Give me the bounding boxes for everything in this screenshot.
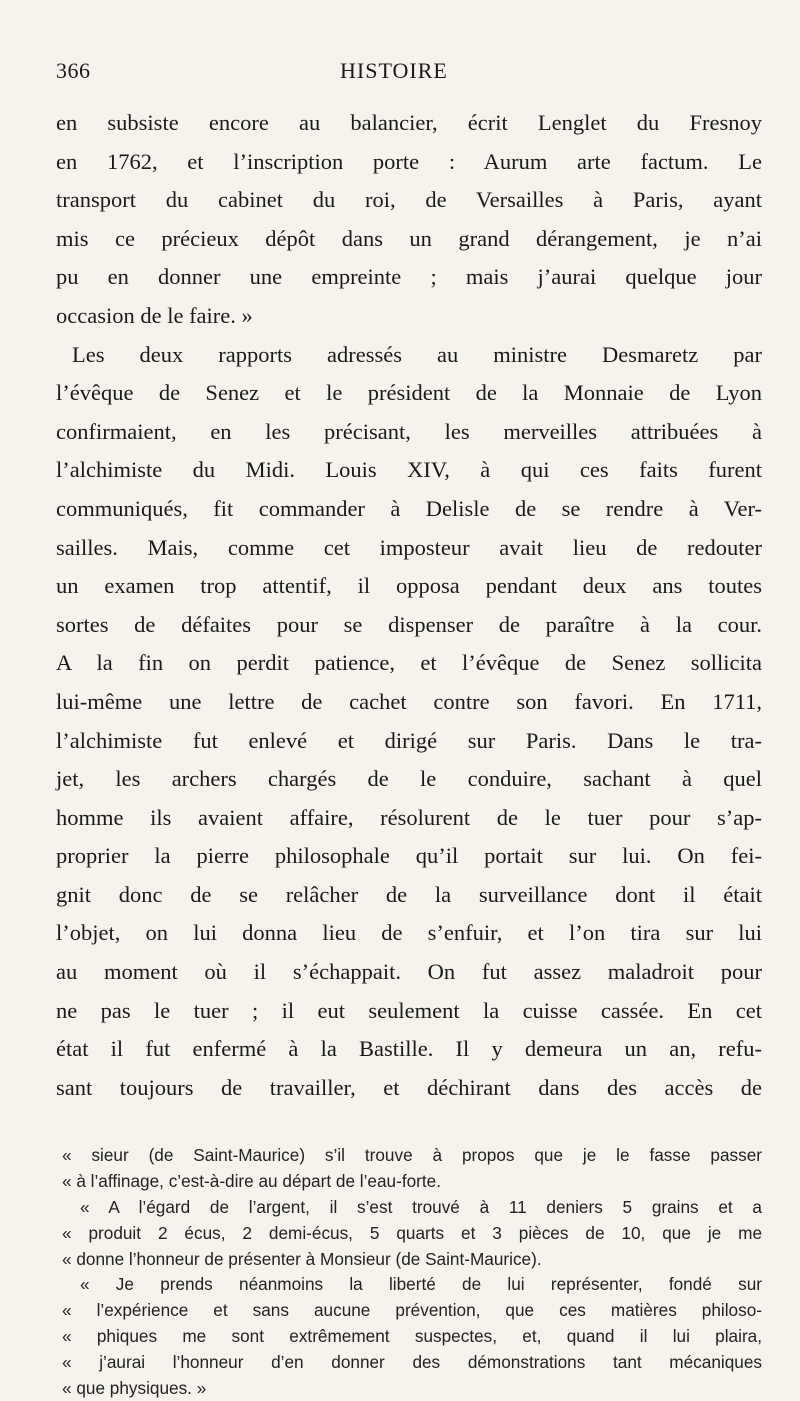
body-line: confirmaient, en les précisant, les merveilles attribuées à — [56, 418, 762, 444]
footnote-line: « l’expérience et sans aucune prévention, que ces matières philoso- — [62, 1300, 762, 1321]
body-line: l’alchimiste du Midi. Louis XIV, à qui ces faits furent — [56, 457, 762, 483]
footnote-line: « à l’affinage, c’est-à-dire au départ de l’eau-forte. — [62, 1171, 441, 1192]
body-line: sant toujours de travailler, et déchirant dans des accès de — [56, 1074, 762, 1100]
body-line: mis ce précieux dépôt dans un grand dérangement, je n’ai — [56, 225, 762, 251]
body-line: gnit donc de se relâcher de la surveillance dont il était — [56, 881, 762, 907]
body-line: l’objet, on lui donna lieu de s’enfuir, et l’on tira sur lui — [56, 920, 762, 946]
body-line: homme ils avaient affaire, résolurent de le tuer pour s’ap- — [56, 804, 762, 830]
footnote — [50, 1143, 770, 1401]
running-head — [50, 36, 770, 83]
body-line: l’alchimiste fut enlevé et dirigé sur Paris. Dans le tra- — [56, 727, 762, 753]
body-line: sortes de défaites pour se dispenser de paraître à la cour. — [56, 611, 762, 637]
body-line: Les deux rapports adressés au ministre Desmaretz par — [72, 341, 762, 367]
footnote-line: « Je prends néanmoins la liberté de lui représenter, fondé sur — [80, 1274, 762, 1295]
body-line: pu en donner une empreinte ; mais j’aurai quelque jour — [56, 264, 762, 290]
footnote-line: « que physiques. » — [62, 1377, 207, 1398]
body-line: l’évêque de Senez et le président de la Monnaie de Lyon — [56, 380, 762, 406]
body-line: en 1762, et l’inscription porte : Aurum arte factum. Le — [56, 148, 762, 174]
book-page — [50, 36, 770, 1401]
body-line: jet, les archers chargés de le conduire, sachant à quel — [56, 766, 762, 792]
body-line: au moment où il s’échappait. On fut assez maladroit pour — [56, 959, 762, 985]
body-line: sailles. Mais, comme cet imposteur avait lieu de redouter — [56, 534, 762, 560]
body-line: un examen trop attentif, il opposa pendant deux ans toutes — [56, 573, 762, 599]
footnote-line: « j’aurai l’honneur d’en donner des démonstrations tant mécaniques — [62, 1351, 762, 1372]
footnote-line: « A l’égard de l’argent, il s’est trouvé à 11 deniers 5 grains et a — [80, 1197, 762, 1218]
body-line: état il fut enfermé à la Bastille. Il y demeura un an, refu- — [56, 1036, 762, 1062]
footnote-line: « produit 2 écus, 2 demi-écus, 5 quarts et 3 pièces de 10, que je me — [62, 1222, 762, 1243]
body-line: communiqués, fit commander à Delisle de se rendre à Ver- — [56, 495, 762, 521]
body-line: lui-même une lettre de cachet contre son favori. En 1711, — [56, 688, 762, 714]
body-text — [50, 104, 770, 1107]
body-line: proprier la pierre philosophale qu’il portait sur lui. On fei- — [56, 843, 762, 869]
footnote-line: « donne l’honneur de présenter à Monsieur (de Saint-Maurice). — [62, 1248, 542, 1269]
body-line: A la fin on perdit patience, et l’évêque de Senez sollicita — [56, 650, 762, 676]
running-title: HISTOIRE — [340, 58, 448, 83]
footnote-line: « phiques me sont extrêmement suspectes, et, quand il lui plaira, — [62, 1326, 762, 1347]
body-line: transport du cabinet du roi, de Versailles à Paris, ayant — [56, 187, 762, 213]
page-number: 366 — [56, 58, 91, 83]
body-line: ne pas le tuer ; il eut seulement la cuisse cassée. En cet — [56, 997, 762, 1023]
footnote-line: « sieur (de Saint-Maurice) s’il trouve à propos que je le fasse passer — [62, 1145, 762, 1166]
body-line: occasion de le faire. » — [56, 302, 253, 328]
body-line: en subsiste encore au balancier, écrit Lenglet du Fresnoy — [56, 110, 762, 135]
